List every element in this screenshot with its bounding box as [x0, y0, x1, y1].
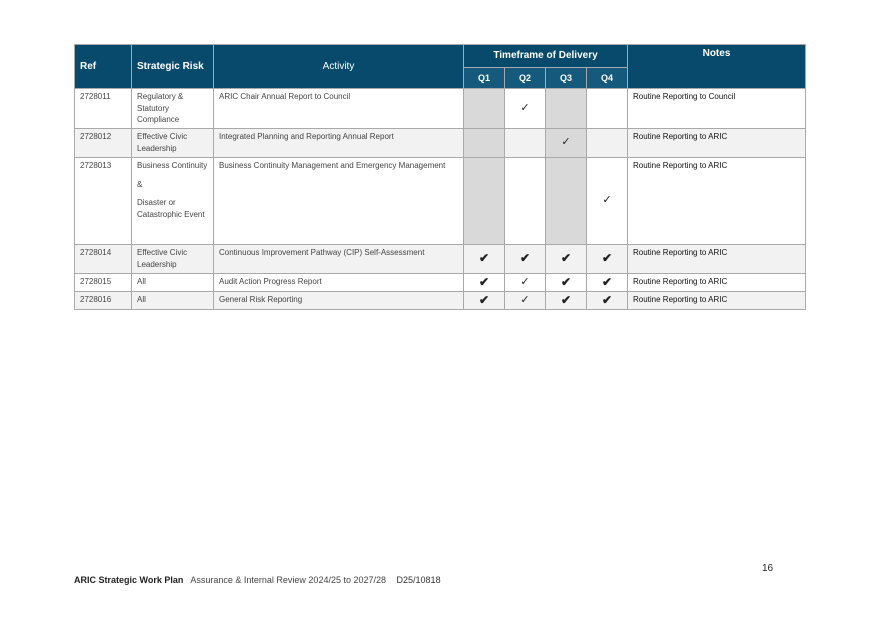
cell-q3-check: ✓	[546, 129, 587, 158]
cell-q1-check	[464, 89, 505, 129]
risk-disaster: Disaster or Catastrophic Event	[137, 198, 205, 219]
cell-q2-check	[505, 158, 546, 245]
cell-ref: 2728015	[75, 274, 132, 292]
cell-notes: Routine Reporting to ARIC	[628, 292, 806, 310]
table-row	[75, 292, 806, 310]
cell-notes: Routine Reporting to Council	[628, 89, 806, 129]
cell-q4-check: ✔	[587, 292, 628, 310]
cell-q3-check	[546, 158, 587, 245]
cell-strategic-risk: All	[132, 292, 214, 310]
cell-q4-check	[587, 129, 628, 158]
table-row	[75, 245, 806, 274]
cell-q4-check	[587, 89, 628, 129]
cell-q1-check	[464, 158, 505, 245]
page-number: 16	[762, 563, 774, 574]
cell-q1-check: ✔	[464, 274, 505, 292]
header-notes: Notes	[628, 45, 806, 89]
cell-strategic-risk	[132, 158, 214, 245]
risk-business-continuity: Business Continuity	[137, 161, 208, 170]
table-row	[75, 274, 806, 292]
cell-q2-check: ✓	[505, 89, 546, 129]
risk-ampersand: &	[137, 179, 143, 189]
table-row	[75, 89, 806, 129]
header-q1: Q1	[464, 67, 505, 88]
work-plan-table	[74, 44, 806, 310]
cell-q3-check: ✔	[546, 292, 587, 310]
cell-q1-check: ✔	[464, 245, 505, 274]
cell-q2-check	[505, 129, 546, 158]
header-ref: Ref	[75, 45, 132, 89]
cell-q2-check: ✓	[505, 274, 546, 292]
table-row	[75, 129, 806, 158]
cell-q2-check: ✓	[505, 292, 546, 310]
footer-doc-ref: D25/10818	[396, 575, 441, 585]
cell-ref: 2728012	[75, 129, 132, 158]
header-activity: Activity	[214, 45, 464, 89]
cell-notes: Routine Reporting to ARIC	[628, 129, 806, 158]
cell-strategic-risk: Effective Civic Leadership	[132, 129, 214, 158]
footer-subtitle: Assurance & Internal Review 2024/25 to 2027/28	[190, 575, 387, 585]
cell-q3-check: ✔	[546, 245, 587, 274]
cell-activity: Audit Action Progress Report	[214, 274, 464, 292]
cell-notes: Routine Reporting to ARIC	[628, 245, 806, 274]
cell-q1-check	[464, 129, 505, 158]
cell-ref: 2728014	[75, 245, 132, 274]
cell-activity: Continuous Improvement Pathway (CIP) Self-Assessment	[214, 245, 464, 274]
header-strategic-risk: Strategic Risk	[132, 45, 214, 89]
cell-activity: General Risk Reporting	[214, 292, 464, 310]
header-q2: Q2	[505, 67, 546, 88]
cell-activity: Business Continuity Management and Emergency Management	[214, 158, 464, 245]
cell-activity: Integrated Planning and Reporting Annual Report	[214, 129, 464, 158]
cell-notes: Routine Reporting to ARIC	[628, 274, 806, 292]
cell-q3-check: ✔	[546, 274, 587, 292]
cell-notes: Routine Reporting to ARIC	[628, 158, 806, 245]
page-footer	[74, 575, 441, 585]
cell-strategic-risk: Regulatory & Statutory Compliance	[132, 89, 214, 129]
cell-q1-check: ✔	[464, 292, 505, 310]
table-row	[75, 158, 806, 245]
cell-q3-check	[546, 89, 587, 129]
cell-ref: 2728011	[75, 89, 132, 129]
header-q4: Q4	[587, 67, 628, 88]
cell-strategic-risk: All	[132, 274, 214, 292]
header-q3: Q3	[546, 67, 587, 88]
cell-q4-check: ✓	[587, 158, 628, 245]
footer-title: ARIC Strategic Work Plan	[74, 575, 184, 585]
cell-q4-check: ✔	[587, 274, 628, 292]
cell-activity: ARIC Chair Annual Report to Council	[214, 89, 464, 129]
cell-ref: 2728013	[75, 158, 132, 245]
cell-q4-check: ✔	[587, 245, 628, 274]
cell-strategic-risk: Effective Civic Leadership	[132, 245, 214, 274]
cell-q2-check: ✔	[505, 245, 546, 274]
header-timeframe: Timeframe of Delivery	[464, 45, 628, 68]
cell-ref: 2728016	[75, 292, 132, 310]
